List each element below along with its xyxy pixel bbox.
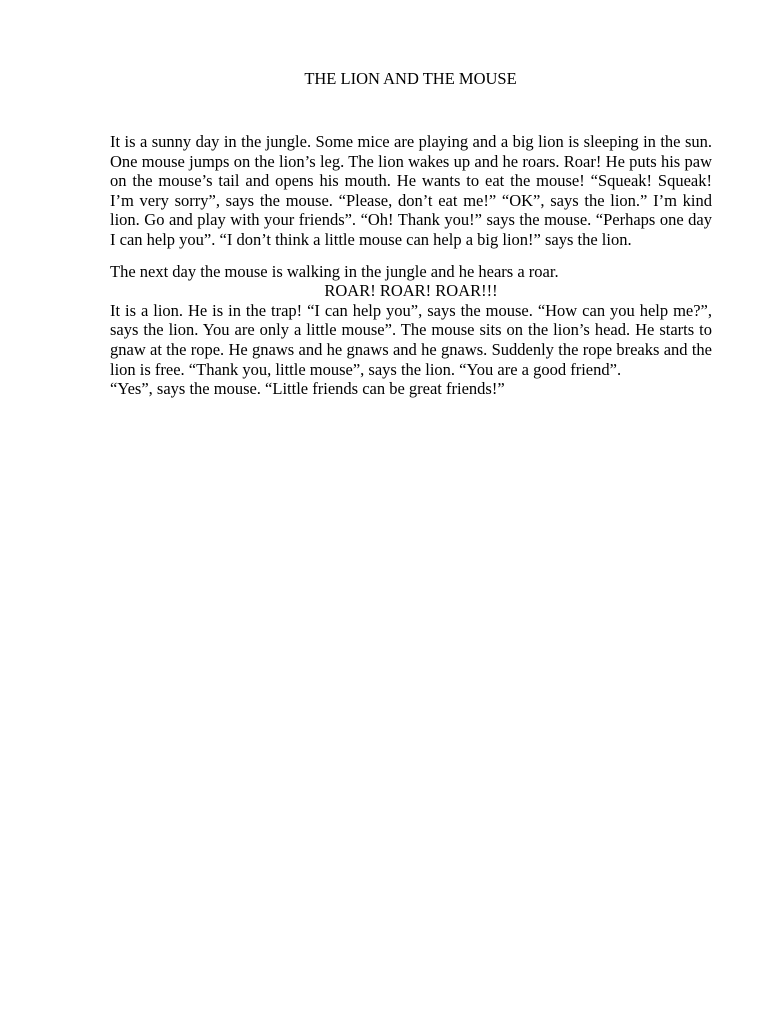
- document-title: THE LION AND THE MOUSE: [304, 69, 517, 88]
- paragraph-trap: It is a lion. He is in the trap! “I can help you”, says the mouse. “How can you help me?”, says the lion. You are only a little mouse”. The mouse sits on the lion’s head. He starts to gnaw at the rope. He gnaws and he gnaws and he gnaws. Suddenly the rope breaks and the lion is free. “Thank you, little mouse”, says the lion. “You are a good friend”.: [110, 300, 712, 379]
- roar-line: ROAR! ROAR! ROAR!!!: [324, 281, 498, 301]
- closing-line: “Yes”, says the mouse. “Little friends can be great friends!”: [110, 379, 505, 399]
- paragraph-next-day: The next day the mouse is walking in the jungle and he hears a roar.: [110, 261, 559, 281]
- document-body: [110, 132, 712, 399]
- paragraph-intro: It is a sunny day in the jungle. Some mice are playing and a big lion is sleeping in the sun. One mouse jumps on the lion’s leg. The lion wakes up and he roars. Roar! He puts his paw on the mouse’s tail and opens his mouth. He wants to eat the mouse! “Squeak! Squeak! I’m very sorry”, says the mouse. “Please, don’t eat me!” “OK”, says the lion.” I’m kind lion. Go and play with your friends”. “Oh! Thank you!” says the mouse. “Perhaps one day I can help you”. “I don’t think a little mouse can help a big lion!” says the lion.: [110, 132, 712, 249]
